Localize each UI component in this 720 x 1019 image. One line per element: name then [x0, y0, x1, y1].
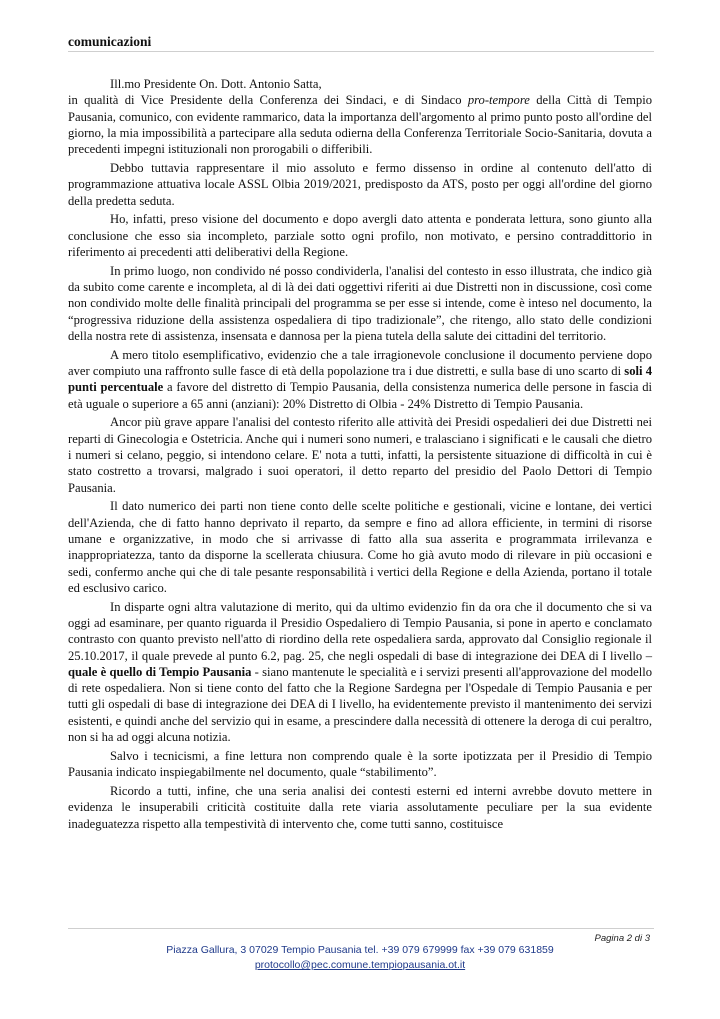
- paragraph-7: Il dato numerico dei parti non tiene conto delle scelte politiche e gestionali, vicine e lontane, dei vertici dell'Azienda, che di fatto hanno deprivato il reparto, da sempre e fino ad allora efficiente, in termini di risorse umane e organizzative, in modo che si arrivasse di fatto alla sua asserita e programmata irrilevanza e inappropriatezza, tanto da disporne la scellerata chiusura. Come ho già avuto modo di rilevare in più occasioni e sedi, confermo anche qui che di tale pesante responsabilità i vertici della Regione e della Azienda, portano il totale ed esclusivo carico.: [68, 499, 652, 595]
- paragraph-5-text-b: a favore del distretto di Tempio Pausania, della consistenza numerica delle persone in fascia di età uguale o superiore a 65 anni (anziani): 20% Distretto di Olbia - 24% Distretto di Tempio Pausania.: [68, 380, 652, 411]
- paragraph-4: In primo luogo, non condivido né posso condividerla, l'analisi del contesto in esso illustrata, che indico già da subito come carente e incompleta, al di là dei dati oggettivi riferiti ai due Distretti non in discussione, così come non condivido molte delle finalità principali del programma se per esse si intende, come è inteso nel documento, la “progressiva riduzione della assistenza ospedaliera di tipo tradizionale”, che ritengo, allo stato delle condizioni della nostra rete di assistenza, insensata e dannosa per la piena tutela della salute dei cittadini del territorio.: [68, 263, 652, 343]
- footer: [0, 943, 720, 973]
- paragraph-1-italic: pro-tempore: [467, 93, 530, 108]
- paragraph-5: [68, 347, 652, 412]
- paragraph-10: Ricordo a tutti, infine, che una seria analisi dei contesti esterni ed interni avrebbe dovuto mettere in evidenza le insuperabili criticità costituite dalla rete viaria assolutamente peculiare per la sua evidente inadeguatezza rispetto alla tempestività di intervento che, come tutti sanno, costituisce: [68, 783, 652, 831]
- salutation: Ill.mo Presidente On. Dott. Antonio Satta,: [110, 77, 322, 91]
- paragraph-8: [68, 599, 652, 746]
- document-header-title: comunicazioni: [68, 34, 152, 49]
- page-number: Pagina 2 di 3: [594, 933, 650, 944]
- paragraph-8-bold: quale è quello di Tempio Pausania: [68, 664, 252, 679]
- paragraph-8-text-a: In disparte ogni altra valutazione di merito, qui da ultimo evidenzio fin da ora che il documento che si va oggi ad esaminare, per quanto riguarda il Presidio Ospedaliero di Tempio Pausania, si pone in aperto e conclamato contrasto con quanto previsto nell'atto di riordino della rete ospedaliera sarda, approvato dal Consiglio regionale il 25.10.2017, il quale prevede al punto 6.2, pag. 25, che negli ospedali di base di integrazione dei DEA di I livello –: [68, 599, 652, 663]
- paragraph-5-text-a: A mero titolo esemplificativo, evidenzio che a tale irragionevole conclusione il documento perviene dopo aver compiuto una raffronto sulle fasce di età della popolazione tra i due distretti, e sulla base di uno scarto di: [68, 347, 652, 379]
- paragraph-6: Ancor più grave appare l'analisi del contesto riferito alle attività dei Presidi ospedalieri dei due Distretti nei reparti di Ginecologia e Ostetricia. Anche qui i numeri sono numeri, e tralasciano i significati e le causali che dietro i numeri si celano, peggio, si intendono celare. E' nota a tutti, infatti, la persistente situazione di difficoltà in cui è stato costretto a trovarsi, malgrado i suoi operatori, il detto reparto del presidio del Paolo Dettori di Tempio Pausania.: [68, 415, 652, 495]
- paragraph-1-text-a: in qualità di Vice Presidente della Conferenza dei Sindaci, e di Sindaco: [68, 93, 468, 108]
- paragraph-1-text-b: della Città di Tempio Pausania, comunico, con evidente rammarico, data la importanza dell'argomento al primo punto posto all'ordine del giorno, la mia impossibilità a partecipare alla seduta odierna della Conferenza Territoriale Socio-Sanitaria, dovuta a precedenti impegni istituzionali non prorogabili o differibili.: [68, 93, 652, 157]
- paragraph-9: Salvo i tecnicismi, a fine lettura non comprendo quale è la sorte ipotizzata per il Presidio di Tempio Pausania indicato inspiegabilmente nel documento, quale “stabilimento”.: [68, 748, 652, 780]
- paragraph-1: [68, 92, 652, 157]
- paragraph-2: Debbo tuttavia rappresentare il mio assoluto e fermo dissenso in ordine al contenuto dell'atto di programmazione attuativa locale ASSL Olbia 2019/2021, predisposto da ATS, posto per oggi all'ordine del giorno della predetta seduta.: [68, 160, 652, 208]
- paragraph-8-text-b: - siano mantenute le specialità e i servizi presenti all'approvazione del modello di rete ospedaliera. Non si tiene conto del fatto che la Regione Sardegna per l'Ospedale di Tempio Pausania e per tutti gli ospedali di base di integrazione dei DEA di I livello, ha evidentemente previsto il mantenimento dei servizi esistenti, e quindi anche del servizio qui in esame, a prescindere dalla necessità di ottenere la deroga di cui peraltro, non si ha ad oggi alcuna notizia.: [68, 664, 652, 745]
- letter-body: [68, 76, 652, 834]
- header-divider: [68, 51, 654, 52]
- footer-email-link[interactable]: protocollo@pec.comune.tempiopausania.ot.it: [254, 959, 466, 971]
- footer-address: Piazza Gallura, 3 07029 Tempio Pausania tel. +39 079 679999 fax +39 079 631859: [166, 944, 554, 956]
- paragraph-3: Ho, infatti, preso visione del documento e dopo avergli dato attenta e ponderata lettura, sono giunto alla conclusione che esso sia incompleto, parziale sotto ogni profilo, non motivato, e persino contraddittorio in riferimento ai precedenti atti deliberativi della Regione.: [68, 212, 652, 259]
- paragraph-5-bold: soli 4 punti percentuale: [68, 364, 652, 395]
- footer-divider: [68, 928, 654, 929]
